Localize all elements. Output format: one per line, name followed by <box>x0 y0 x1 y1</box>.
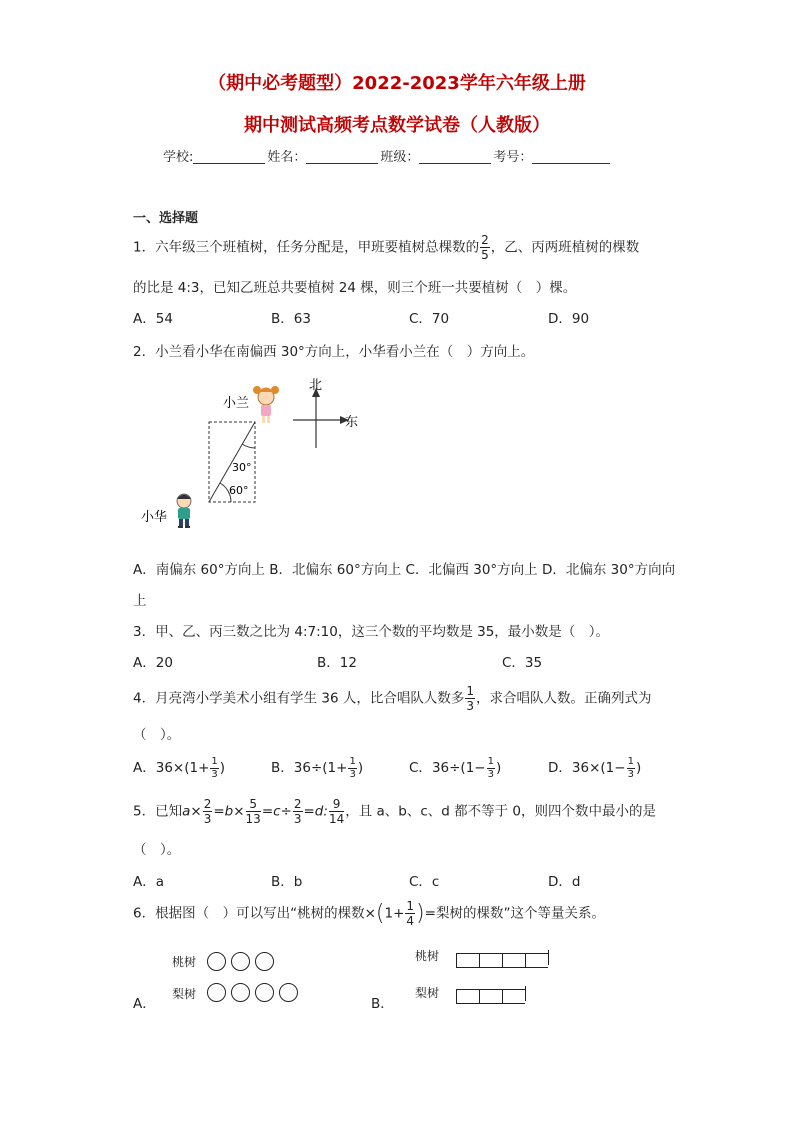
school-label: 学校: <box>163 150 194 165</box>
circle-icon <box>231 952 250 971</box>
direction-figure <box>135 370 375 535</box>
circle-icon <box>207 952 226 971</box>
box-icon <box>502 989 525 1004</box>
number-field[interactable] <box>532 149 610 164</box>
frac-denominator: 3 <box>203 812 212 826</box>
circle-icon <box>207 983 226 1002</box>
number-label: 考号： <box>493 150 533 165</box>
question-2-text: 2．小兰看小华在南偏西 30°方向上，小华看小兰在（ ）方向上。 <box>133 344 535 360</box>
frac-denominator: 3 <box>487 768 494 780</box>
q5-option-d[interactable]: D．d <box>548 874 581 890</box>
question-1-line-1 <box>133 234 639 261</box>
box-icon <box>502 953 525 968</box>
q5-suffix: ，且 a、b、c、d 都不等于 0，则四个数中最小的是 <box>345 803 657 820</box>
frac-numerator: 2 <box>481 233 489 247</box>
option-fraction <box>487 757 495 780</box>
north-label: 北 <box>309 378 323 393</box>
frac-denominator: 3 <box>293 812 302 826</box>
section-title: 一、选择题 <box>133 211 199 226</box>
option-expr-b: ) <box>635 760 642 776</box>
q5-option-c[interactable]: C．c <box>409 874 440 890</box>
question-4-text-a: 4．月亮湾小学美术小组有学生 36 人，比合唱队人数多 <box>133 690 465 707</box>
q5-b: =b× <box>213 803 245 820</box>
option-expr-b: ) <box>357 760 364 776</box>
q6-inner: 1+ <box>384 905 405 922</box>
frac-denominator: 4 <box>406 914 415 928</box>
question-4-line-1 <box>133 685 652 712</box>
frac-numerator: 5 <box>246 798 261 812</box>
angle-60-label: 60° <box>229 484 249 497</box>
q3-option-a[interactable]: A．20 <box>133 655 173 671</box>
frac-numerator: 1 <box>627 755 634 767</box>
question-5-line-2: （ ）。 <box>133 842 181 858</box>
frac-denominator: 5 <box>481 248 489 262</box>
q4-option-b[interactable] <box>271 756 363 780</box>
q6-option-a-label[interactable]: A． <box>133 996 156 1012</box>
figA-row2-label: 梨树 <box>172 987 197 1001</box>
boy-icon <box>177 494 191 528</box>
q6-fraction <box>405 900 415 927</box>
option-expr-b: ) <box>495 760 502 776</box>
circle-icon <box>255 952 274 971</box>
frac-denominator: 14 <box>328 812 345 826</box>
box-icon <box>479 989 502 1004</box>
circle-icon <box>279 983 298 1002</box>
option-label: C． <box>409 760 432 776</box>
box-icon <box>525 953 548 968</box>
option-label: A． <box>133 760 156 776</box>
question-1-fraction <box>480 234 490 261</box>
option-expr-a: 36÷(1− <box>431 760 486 776</box>
q6-text-a: 6．根据图（ ）可以写出“桃树的棵数× <box>133 905 376 922</box>
option-expr-a: 36÷(1+ <box>293 760 348 776</box>
angle-30-label: 30° <box>232 461 252 474</box>
q5-d: =d: <box>303 803 328 820</box>
title-line-2: 期中测试高频考点数学试卷（人教版） <box>244 115 550 136</box>
name-field[interactable] <box>306 149 378 164</box>
figB-row2-label: 梨树 <box>415 986 440 1000</box>
frac-numerator: 1 <box>487 755 494 767</box>
q5-fraction-2 <box>246 798 261 825</box>
question-4-text-b: ，求合唱队人数。正确列式为 <box>476 690 652 707</box>
option-expr-b: ) <box>219 760 226 776</box>
q5-fraction-4 <box>329 798 344 825</box>
title-line-1: （期中必考题型）2022-2023学年六年级上册 <box>208 73 586 94</box>
figA-row2-circles <box>207 982 303 1002</box>
frac-denominator: 3 <box>466 699 474 713</box>
figA-row1-circles <box>207 951 279 971</box>
q5-option-b[interactable]: B．b <box>271 874 303 890</box>
girl-icon <box>253 386 279 423</box>
frac-numerator: 2 <box>203 797 212 811</box>
frac-denominator: 3 <box>349 768 356 780</box>
name-label: 姓名： <box>267 150 307 165</box>
q2-options-line-2: 上 <box>133 593 147 609</box>
box-icon <box>456 989 479 1004</box>
q2-options-line[interactable]: A．南偏东 60°方向上 B．北偏东 60°方向上 C．北偏西 30°方向上 D．北偏东 30°方向向 <box>133 562 676 578</box>
q3-option-b[interactable]: B．12 <box>317 655 357 671</box>
left-paren: ( <box>375 901 385 926</box>
option-expr-a: 36×(1+ <box>155 760 210 776</box>
q6-option-b-label[interactable]: B． <box>371 996 394 1012</box>
q5-prefix: 5．已知 <box>133 803 183 820</box>
option-label: D． <box>548 760 572 776</box>
frac-numerator: 2 <box>293 797 302 811</box>
q4-option-a[interactable] <box>133 756 225 780</box>
box-icon <box>456 953 479 968</box>
option-expr-a: 36×(1− <box>571 760 626 776</box>
figB-row1-label: 桃树 <box>415 949 440 963</box>
frac-numerator: 1 <box>349 755 356 767</box>
class-field[interactable] <box>419 149 491 164</box>
q1-option-b[interactable]: B．63 <box>271 311 311 327</box>
frac-denominator: 3 <box>627 768 634 780</box>
frac-denominator: 13 <box>245 812 261 826</box>
circle-icon <box>231 983 250 1002</box>
option-fraction <box>348 757 356 780</box>
circle-icon <box>255 983 274 1002</box>
q1-option-a[interactable]: A．54 <box>133 311 173 327</box>
angle-arc-30 <box>242 444 255 448</box>
q1-option-d[interactable]: D．90 <box>548 311 590 327</box>
q5-c: =c÷ <box>261 803 292 820</box>
option-fraction <box>210 757 218 780</box>
frac-denominator: 3 <box>211 768 218 780</box>
right-paren: ) <box>416 901 425 926</box>
student-info-line <box>163 146 612 165</box>
q5-fraction-1 <box>203 798 213 825</box>
frac-numerator: 1 <box>211 755 218 767</box>
question-6-line <box>133 900 605 927</box>
xiaohua-label: 小华 <box>141 510 168 525</box>
school-field[interactable] <box>193 149 265 164</box>
option-label: B． <box>271 760 294 776</box>
question-1-text-b: ，乙、丙两班植树的棵数 <box>490 239 640 256</box>
q4-option-c[interactable] <box>409 756 501 780</box>
q1-option-c[interactable]: C．70 <box>409 311 450 327</box>
question-5-line-1 <box>133 798 656 825</box>
frac-numerator: 1 <box>466 684 474 698</box>
question-1-text-a: 1．六年级三个班植树，任务分配是，甲班要植树总棵数的 <box>133 239 480 256</box>
question-1-line-2: 的比是 4:3，已知乙班总共要植树 24 棵，则三个班一共要植树（ ）棵。 <box>133 280 577 296</box>
option-fraction <box>627 757 635 780</box>
question-4-fraction <box>465 685 475 712</box>
figA-row1-label: 桃树 <box>172 955 197 969</box>
q5-a: a× <box>182 803 202 820</box>
question-3-text: 3．甲、乙、丙三数之比为 4:7:10，这三个数的平均数是 35，最小数是（ ）。 <box>133 624 610 640</box>
east-label: 东 <box>345 415 359 430</box>
figB-row1-boxes <box>456 947 549 966</box>
q5-option-a[interactable]: A．a <box>133 874 165 890</box>
q4-option-d[interactable] <box>548 756 641 780</box>
frac-numerator: 1 <box>406 899 415 913</box>
box-icon <box>479 953 502 968</box>
figB-row2-boxes <box>456 983 526 1002</box>
frac-numerator: 9 <box>329 798 344 812</box>
q3-option-c[interactable]: C．35 <box>502 655 543 671</box>
q6-text-b: =梨树的棵数”这个等量关系。 <box>424 905 605 922</box>
question-4-line-2: （ ）。 <box>133 727 181 743</box>
xiaolan-label: 小兰 <box>223 396 250 411</box>
class-label: 班级： <box>380 150 420 165</box>
q5-fraction-3 <box>293 798 303 825</box>
